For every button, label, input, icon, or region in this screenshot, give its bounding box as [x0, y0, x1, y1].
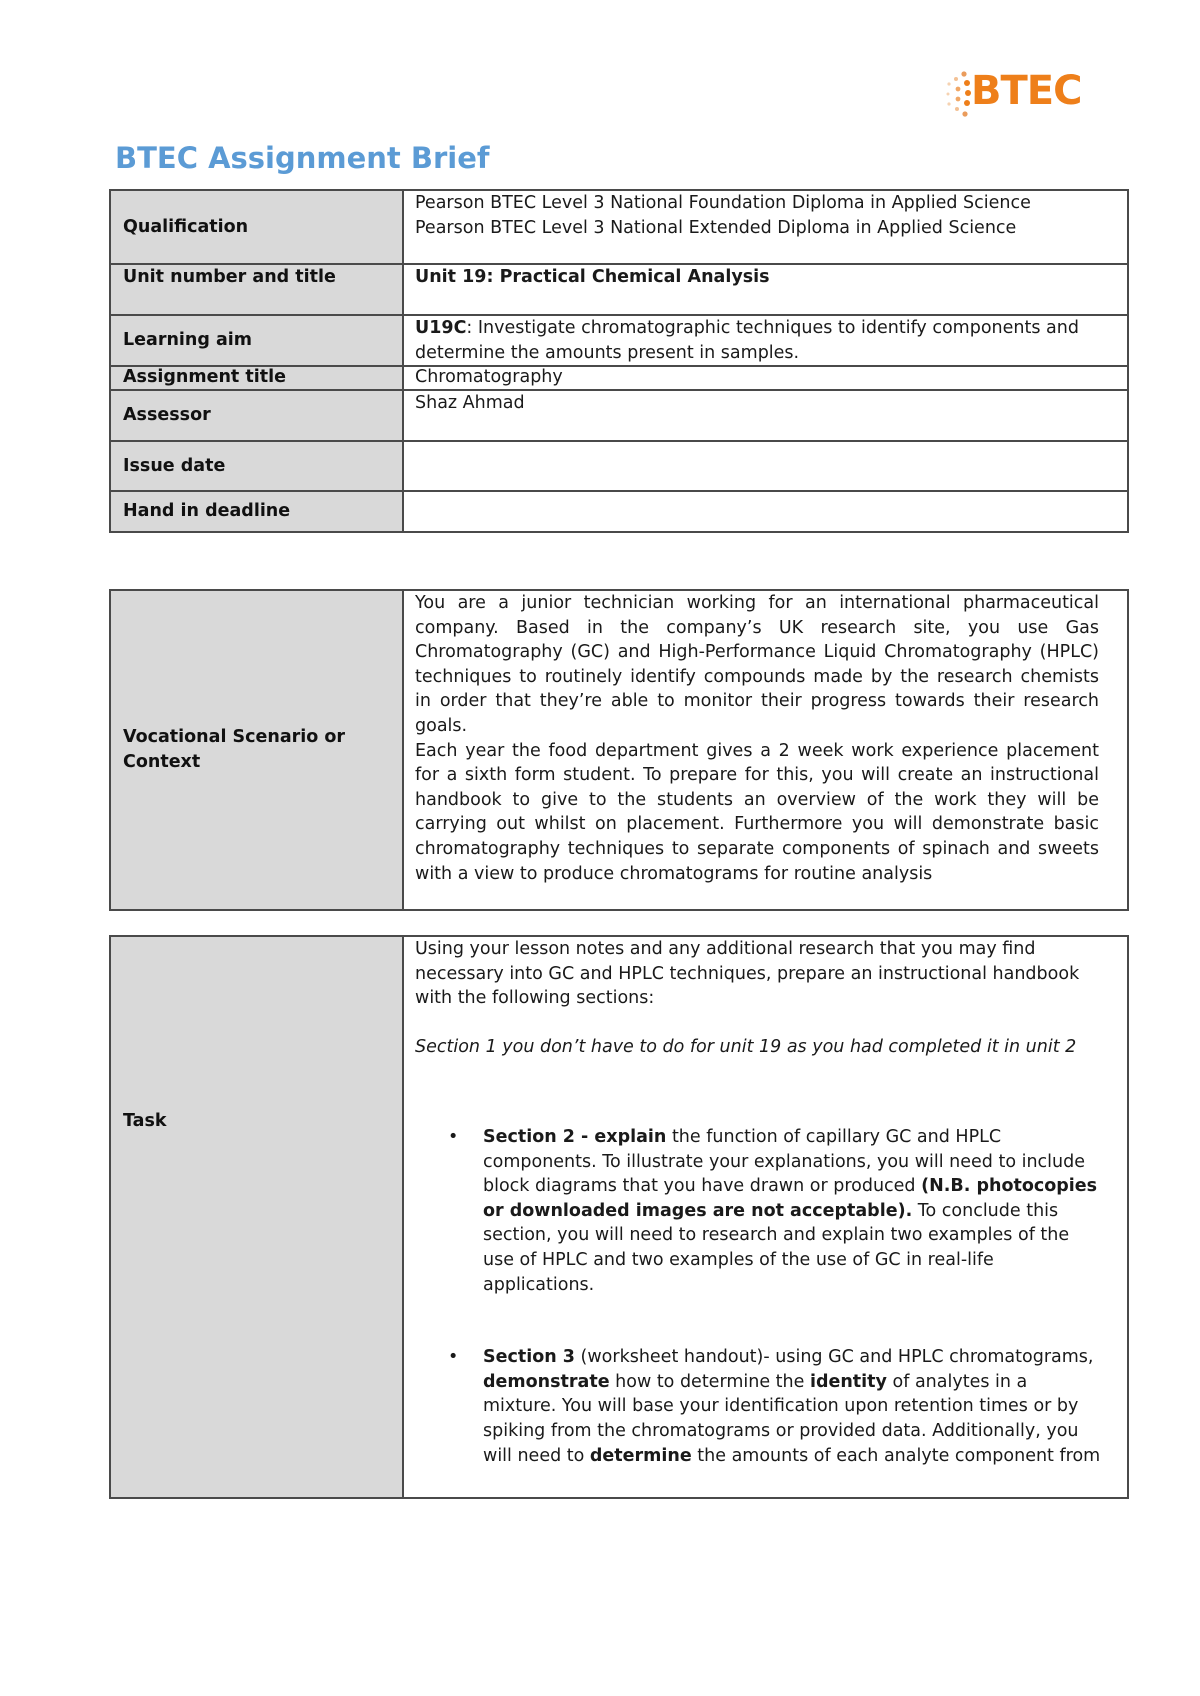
section-3-item [448, 1345, 1105, 1468]
learning-aim-label: Learning aim [110, 315, 403, 366]
sections-list [415, 1125, 1105, 1468]
unit-value: Unit 19: Practical Chemical Analysis [403, 264, 1128, 315]
row-assessor [110, 390, 1128, 441]
task-table [109, 935, 1129, 1499]
qualification-line-2: Pearson BTEC Level 3 National Extended Diploma in Applied Science [415, 217, 1017, 238]
row-assignment-title [110, 366, 1128, 390]
scenario-paragraph-2: Each year the food department gives a 2 week work experience placement for a sixth form student. To prepare for this, you will create an instructional handbook to give to the students an overview of the work they will be carrying out whilst on placement. Furthermore you will demonstrate basic chromatography techniques to separate components of spinach and sweets with a view to produce chromatograms for routine analysis [415, 740, 1099, 884]
details-table [109, 189, 1129, 533]
issue-date-label: Issue date [110, 441, 403, 491]
section-3-verb-identity: identity [809, 1371, 887, 1392]
row-task [110, 936, 1128, 1498]
section-2-title: Section 2 - [483, 1126, 595, 1147]
issue-date-value [403, 441, 1128, 491]
logo-dots-icon [944, 70, 972, 120]
section-3-text-2: how to determine the [609, 1371, 810, 1392]
learning-aim-value [403, 315, 1128, 366]
section-3-verb-determine: determine [589, 1445, 692, 1466]
bullet-icon: • [448, 1126, 459, 1147]
section-3-text-1: (worksheet handout)- using GC and HPLC chromatograms, [574, 1347, 1094, 1368]
scenario-table [109, 589, 1129, 911]
scenario-label: Vocational Scenario or Context [110, 590, 403, 910]
task-label: Task [123, 1111, 167, 1131]
logo-text: BTEC [971, 68, 1082, 114]
assignment-title-label: Assignment title [110, 366, 403, 390]
deadline-label: Hand in deadline [110, 491, 403, 532]
section-3-text-3: of analytes in a mixture. You will base your identification upon retention times or by spiking from the chromatograms or provided data. Additionally, you will need to [483, 1371, 1079, 1466]
qualification-value [403, 190, 1128, 264]
assessor-label: Assessor [110, 390, 403, 441]
bullet-icon: • [448, 1347, 459, 1368]
row-qualification [110, 190, 1128, 264]
row-unit [110, 264, 1128, 315]
task-intro: Using your lesson notes and any additional research that you may find necessary into GC and HPLC techniques, prepare an instructional handbook with the following sections: [415, 939, 1080, 1009]
deadline-value [403, 491, 1128, 532]
task-label-cell [110, 936, 403, 1498]
scenario-paragraph-1: You are a junior technician working for an international pharmaceutical company. Based in the company’s UK research site, you use Gas Chromatography (GC) and High-Performance Liquid Chromatography (HPLC) techniques to routinely identify compounds made by the research chemists in order that they’re able to monitor their progress towards their research goals. [415, 593, 1099, 736]
row-deadline [110, 491, 1128, 532]
row-issue-date [110, 441, 1128, 491]
task-value [403, 936, 1128, 1498]
assessor-value: Shaz Ahmad [403, 390, 1128, 441]
learning-aim-text: : Investigate chromatographic techniques to identify components and determine the amounts present in samples. [415, 318, 1079, 363]
unit-label: Unit number and title [110, 264, 403, 315]
qualification-line-1: Pearson BTEC Level 3 National Foundation Diploma in Applied Science [415, 193, 1031, 213]
page-title: BTEC Assignment Brief [115, 141, 490, 175]
section-3-text-4: the amounts of each analyte component from [691, 1445, 1101, 1466]
section-3-title: Section 3 [483, 1347, 575, 1368]
section-1-note: Section 1 you don’t have to do for unit 19 as you had completed it in unit 2 [415, 1037, 1077, 1058]
row-scenario [110, 590, 1128, 910]
learning-aim-code: U19C [415, 318, 467, 338]
btec-logo [944, 70, 1099, 120]
section-3-verb-demonstrate: demonstrate [483, 1371, 610, 1392]
qualification-label: Qualification [110, 190, 403, 264]
section-2-verb: explain [594, 1126, 667, 1147]
section-2-emphasis: (N.B. photocopies or downloaded images are not acceptable). [483, 1176, 1098, 1221]
section-2-item [448, 1125, 1105, 1297]
section-2-text-1: the function of capillary GC and HPLC components. To illustrate your explanations, you will need to include block diagrams that you have drawn or produced [483, 1126, 1086, 1197]
scenario-value [403, 590, 1128, 910]
row-learning-aim [110, 315, 1128, 366]
assignment-title-value: Chromatography [403, 366, 1128, 390]
section-2-text-2: To conclude this section, you will need to research and explain two examples of the use of HPLC and two examples of the use of GC in real-life applications. [483, 1200, 1070, 1295]
